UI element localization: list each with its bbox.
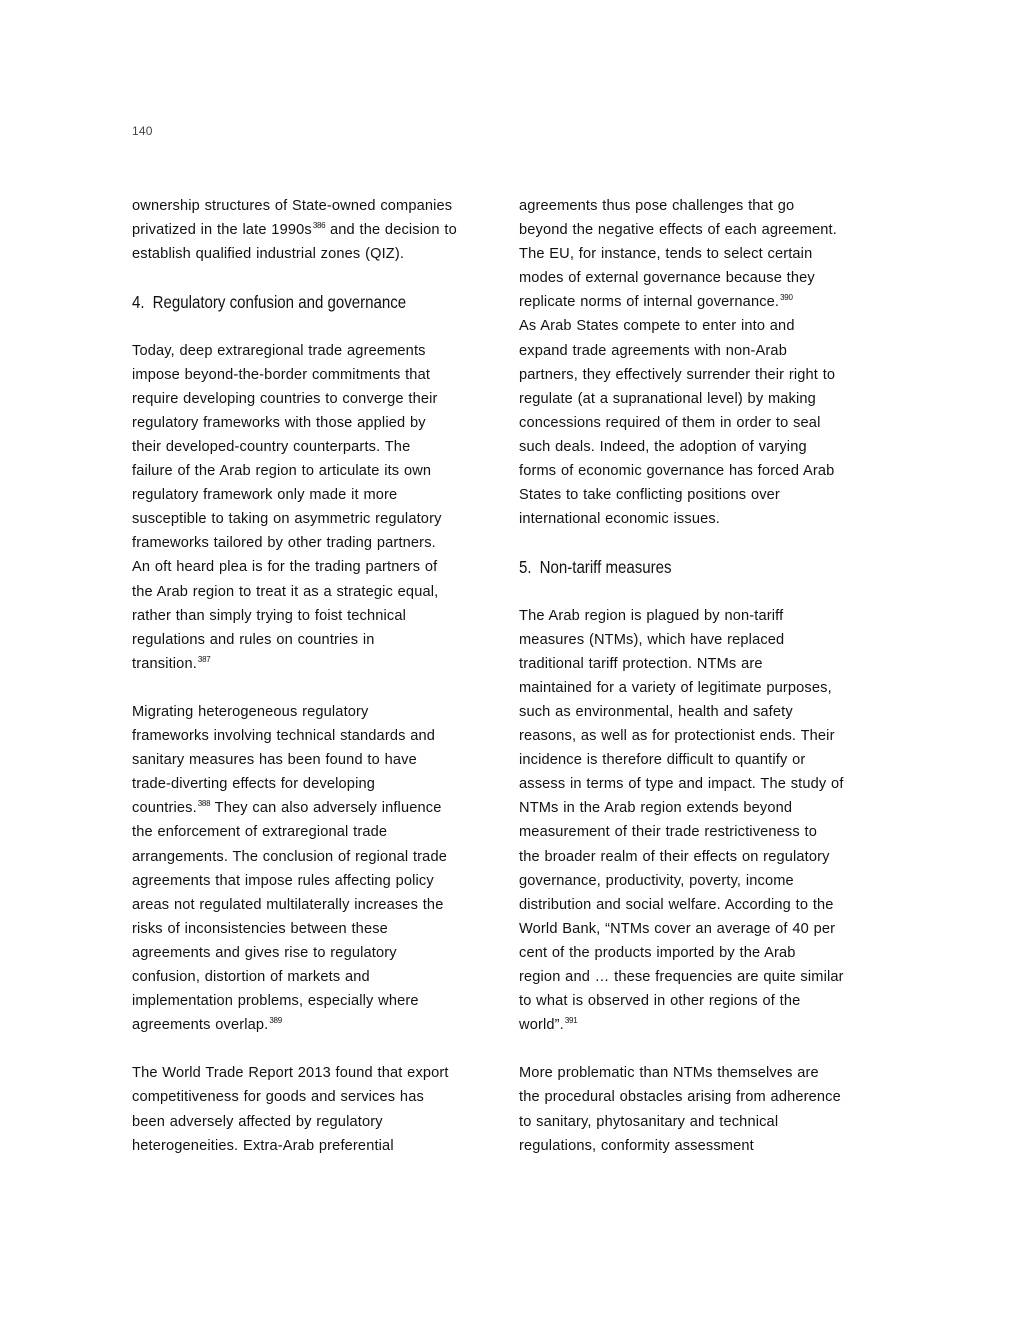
text-line: failure of the Arab region to articulate its own	[132, 463, 432, 480]
text-line: the procedural obstacles arising from adherence	[519, 1089, 841, 1106]
text-line: susceptible to taking on asymmetric regulatory	[132, 511, 442, 528]
text-line: regulate (at a supranational level) by making	[519, 390, 816, 407]
text-line: require developing countries to converge their	[132, 390, 438, 407]
text-line: international economic issues.	[519, 511, 720, 528]
text-line: areas not regulated multilaterally increases the	[132, 896, 444, 913]
text-line: regulatory frameworks with those applied by	[132, 414, 426, 431]
text-line: World Bank, “NTMs cover an average of 40 per	[519, 920, 836, 937]
text-line: rather than simply trying to foist technical	[132, 607, 407, 624]
paragraph-extraregional-agreements	[132, 339, 504, 676]
text-line: expand trade agreements with non-Arab	[519, 342, 787, 359]
page-number: 140	[132, 124, 153, 138]
text-line: been adversely affected by regulatory	[132, 1113, 383, 1130]
text-line: ownership structures of State-owned companies	[132, 198, 453, 214]
text-line: establish qualified industrial zones (QIZ).	[132, 246, 405, 263]
text-line: impose beyond-the-border commitments that	[132, 366, 431, 383]
section-title: Non-tariff measures	[539, 557, 672, 578]
text-line: regulations and rules on countries in	[132, 631, 375, 648]
text-line: measurement of their trade restrictiveness to	[519, 824, 818, 841]
text-line: world”.$^{391}$	[519, 1016, 578, 1034]
footnote-ref-387[interactable]: 387	[197, 654, 211, 664]
text-line: to sanitary, phytosanitary and technical	[519, 1113, 779, 1130]
text-line: heterogeneities. Extra-Arab preferential	[132, 1137, 394, 1154]
text-line: the broader realm of their effects on regulatory	[519, 848, 830, 865]
text-line: sanitary measures has been found to have	[132, 752, 417, 769]
text-line: incidence is therefore difficult to quantify or	[519, 752, 806, 769]
text-line: agreements and gives rise to regulatory	[132, 944, 397, 961]
text-line: privatized in the late $1990s^{386}$ and the decision to	[132, 221, 457, 239]
text-line: The World Trade Report 2013 found that export	[132, 1065, 449, 1082]
text-line: regulations, conformity assessment	[519, 1137, 754, 1154]
text-line: to what is observed in other regions of the	[519, 993, 801, 1010]
text-line: concessions required of them in order to seal	[519, 414, 821, 431]
text-line: States to take conflicting positions over	[519, 487, 780, 504]
text-line: their developed-country counterparts. The	[132, 438, 411, 455]
text-line: replicate norms of internal governance.$^{390}$	[519, 293, 793, 311]
text-line: trade-diverting effects for developing	[132, 776, 376, 793]
text-line: such as environmental, health and safety	[519, 703, 793, 720]
text-line: The EU, for instance, tends to select certain	[519, 246, 813, 263]
text-line: traditional tariff protection. NTMs are	[519, 655, 763, 672]
footnote-ref-388[interactable]: 388	[197, 799, 211, 809]
text-line: distribution and social welfare. According to the	[519, 896, 834, 913]
text-line: arrangements. The conclusion of regional trade	[132, 848, 447, 865]
text-line: governance, productivity, poverty, income	[519, 872, 794, 889]
paragraph-preferential-agreements	[519, 194, 889, 531]
text-line: the Arab region to treat it as a strategic equal,	[132, 583, 439, 600]
text-line: agreements overlap.$^{389}$	[132, 1016, 282, 1034]
text-line: As Arab States compete to enter into and	[519, 318, 795, 335]
text-line: More problematic than NTMs themselves are	[519, 1065, 819, 1082]
text-line: agreements thus pose challenges that go	[519, 198, 795, 214]
text-line: agreements that impose rules affecting policy	[132, 872, 434, 889]
text-line: maintained for a variety of legitimate purposes,	[519, 679, 832, 696]
text-line: such deals. Indeed, the adoption of varying	[519, 438, 807, 455]
text-line: measures (NTMs), which have replaced	[519, 631, 785, 648]
text-line: modes of external governance because they	[519, 270, 815, 287]
paragraph-procedural-obstacles	[519, 1061, 889, 1157]
footnote-ref-390[interactable]: 390	[780, 293, 793, 303]
text-line: The Arab region is plagued by non-tariff	[519, 607, 784, 624]
text-line: forms of economic governance has forced Arab	[519, 463, 835, 480]
text-line: countries.$^{388}$ They can also adversely influence	[132, 799, 442, 817]
text-line: NTMs in the Arab region extends beyond	[519, 800, 793, 817]
text-line: Today, deep extraregional trade agreements	[132, 342, 426, 359]
text-line: risks of inconsistencies between these	[132, 920, 388, 937]
right-column	[519, 194, 889, 1158]
text-line: the enforcement of extraregional trade	[132, 824, 388, 841]
section-number: 5.	[519, 557, 532, 578]
section-heading-4	[132, 290, 452, 314]
section-number: 4.	[132, 292, 145, 313]
paragraph-ownership-structures	[132, 194, 504, 266]
text-line: partners, they effectively surrender their right to	[519, 366, 836, 383]
text-line: frameworks tailored by other trading partners.	[132, 535, 436, 552]
text-line: region and … these frequencies are quite similar	[519, 969, 844, 985]
section-heading-5	[519, 555, 837, 579]
left-column	[132, 194, 504, 1158]
paragraph-heterogeneous-frameworks	[132, 700, 504, 1037]
text-line: regulatory framework only made it more	[132, 487, 398, 504]
text-line: reasons, as well as for protectionist ends. Their	[519, 728, 835, 745]
footnote-ref-386[interactable]: 386	[312, 221, 326, 231]
text-line: implementation problems, especially where	[132, 993, 419, 1010]
text-line: An oft heard plea is for the trading partners of	[132, 559, 438, 576]
text-line: confusion, distortion of markets and	[132, 969, 370, 985]
footnote-ref-389[interactable]: 389	[269, 1016, 282, 1026]
text-line: Migrating heterogeneous regulatory	[132, 703, 369, 720]
text-line: beyond the negative effects of each agreement.	[519, 222, 837, 239]
text-line: assess in terms of type and impact. The study of	[519, 776, 844, 793]
text-line: cent of the products imported by the Arab	[519, 944, 796, 961]
section-title: Regulatory confusion and governance	[152, 292, 407, 313]
paragraph-world-trade-report	[132, 1061, 504, 1157]
text-line: frameworks involving technical standards and	[132, 728, 436, 745]
paragraph-ntms	[519, 604, 889, 1038]
text-line: transition.$^{387}$	[132, 654, 211, 672]
footnote-ref-391[interactable]: 391	[564, 1016, 578, 1026]
text-line: competitiveness for goods and services has	[132, 1089, 424, 1106]
